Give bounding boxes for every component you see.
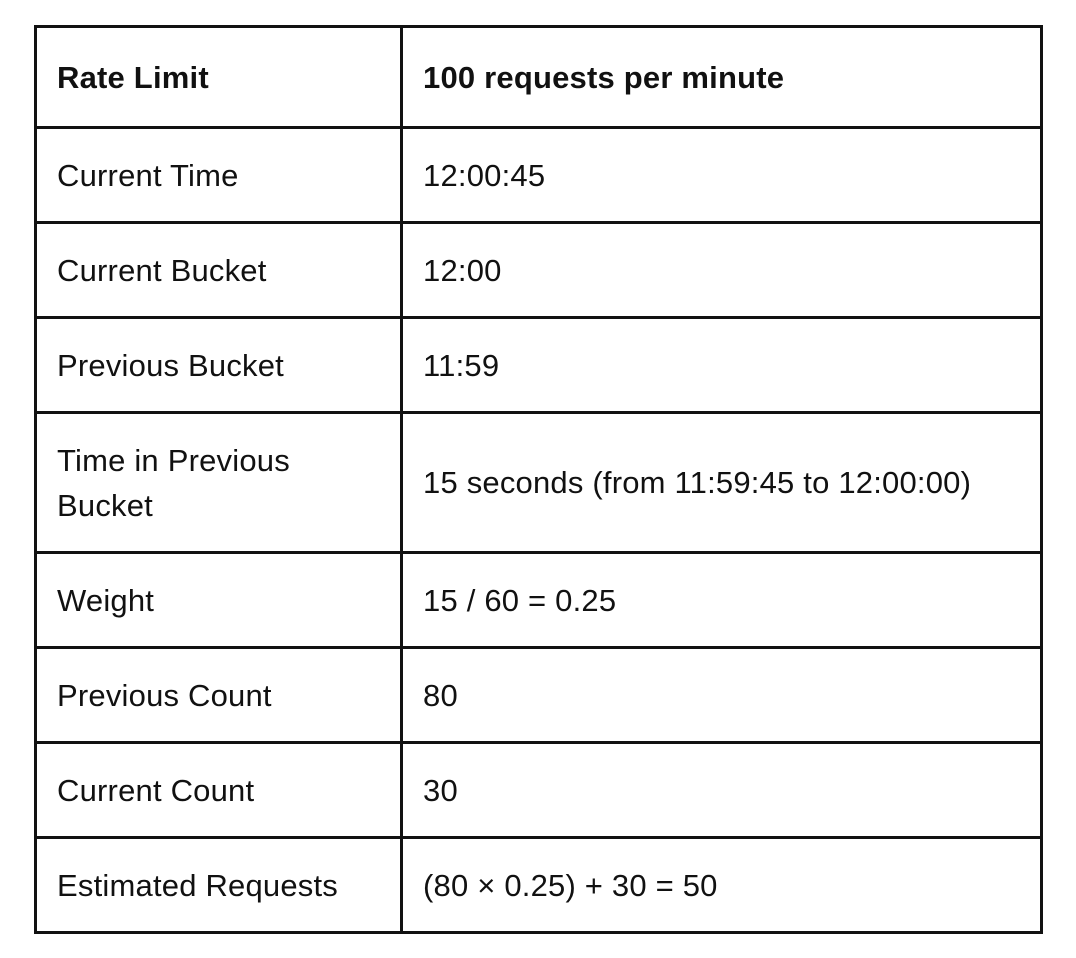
rate-limit-table: [34, 25, 1043, 934]
row-label-current-bucket: Current Bucket: [36, 223, 402, 318]
row-value-current-count: 30: [402, 743, 1042, 838]
row-label-current-count: Current Count: [36, 743, 402, 838]
header-label-cell: Rate Limit: [36, 27, 402, 128]
rate-limit-table-container: [34, 25, 1040, 934]
row-value-current-bucket: 12:00: [402, 223, 1042, 318]
row-label-weight: Weight: [36, 553, 402, 648]
row-label-estimated-requests: Estimated Requests: [36, 838, 402, 933]
row-value-current-time: 12:00:45: [402, 128, 1042, 223]
table-row: [36, 553, 1042, 648]
row-value-weight: 15 / 60 = 0.25: [402, 553, 1042, 648]
table-row: [36, 128, 1042, 223]
row-value-previous-count: 80: [402, 648, 1042, 743]
row-label-previous-count: Previous Count: [36, 648, 402, 743]
table-row: [36, 318, 1042, 413]
table-row: [36, 648, 1042, 743]
row-label-current-time: Current Time: [36, 128, 402, 223]
row-label-previous-bucket: Previous Bucket: [36, 318, 402, 413]
table-header-row: [36, 27, 1042, 128]
table-row: [36, 413, 1042, 553]
row-value-time-in-previous-bucket: 15 seconds (from 11:59:45 to 12:00:00): [402, 413, 1042, 553]
table-row: [36, 838, 1042, 933]
table-row: [36, 743, 1042, 838]
row-value-previous-bucket: 11:59: [402, 318, 1042, 413]
row-value-estimated-requests: (80 × 0.25) + 30 = 50: [402, 838, 1042, 933]
row-label-time-in-previous-bucket: Time in Previous Bucket: [36, 413, 402, 553]
header-value-cell: 100 requests per minute: [402, 27, 1042, 128]
table-row: [36, 223, 1042, 318]
